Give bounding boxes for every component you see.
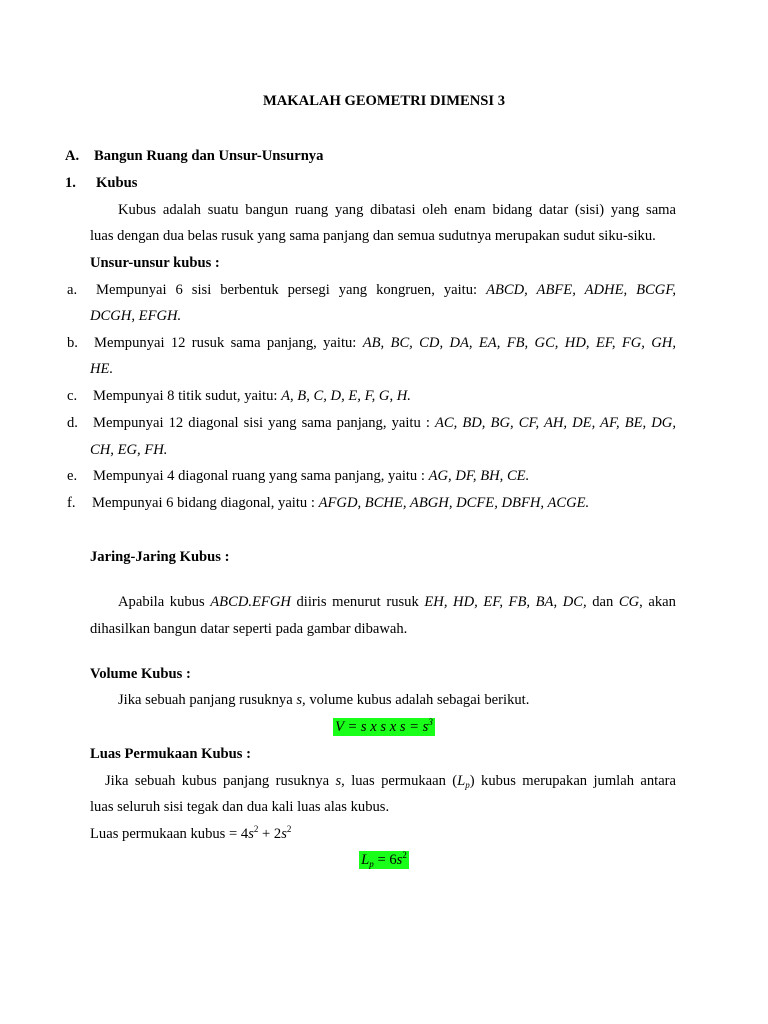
luas-line-3 <box>90 825 291 843</box>
luas-heading: Luas Permukaan Kubus : <box>90 746 251 762</box>
jaring-line-2: dihasilkan bangun datar seperti pada gambar dibawah. <box>90 621 408 637</box>
jaring-text-e: dan <box>586 594 619 610</box>
item-c-line-1 <box>93 387 411 405</box>
item-e-line-1 <box>93 467 529 485</box>
luas-eq-a: Luas permukaan kubus = 4 <box>90 826 249 842</box>
item-a-marker: a. <box>67 282 78 298</box>
intro-line-1: Kubus adalah suatu bangun ruang yang dibatasi oleh enam bidang datar (sisi) yang sama <box>118 202 676 218</box>
item-f-diagonal-planes: AFGD, BCHE, ABGH, DCFE, DBFH, ACGE. <box>318 495 590 511</box>
item-d-marker: d. <box>67 415 78 431</box>
item-f-line-1 <box>92 494 589 512</box>
item-c-vertices: A, B, C, D, E, F, G, H. <box>281 388 411 404</box>
jaring-text-a: Apabila kubus <box>118 594 211 610</box>
luas-formula-l: L <box>361 852 370 868</box>
volume-formula-text: V = s x s x s = s <box>335 719 429 735</box>
luas-eq-exp2: 2 <box>286 824 292 834</box>
jaring-cube-name: ABCD.EFGH <box>210 594 291 610</box>
item-f-text: Mempunyai 6 bidang diagonal, yaitu : <box>92 495 319 511</box>
luas-formula-subscript: p <box>369 859 374 869</box>
item-b-line-1 <box>94 334 676 352</box>
volume-heading: Volume Kubus : <box>90 666 191 682</box>
item-d-line-1 <box>93 414 676 432</box>
item-a-line-1 <box>96 281 676 299</box>
item-e-text: Mempunyai 4 diagonal ruang yang sama panjang, yaitu : <box>93 468 429 484</box>
item-d-diagonals: AC, BD, BG, CF, AH, DE, AF, BE, DG, <box>434 415 676 431</box>
luas-eq-d: + 2 <box>258 826 282 842</box>
item-c-text: Mempunyai 8 titik sudut, yaitu: <box>93 388 282 404</box>
volume-formula-row <box>0 718 768 736</box>
luas-line-2: luas seluruh sisi tegak dan dua kali luas alas kubus. <box>90 799 390 815</box>
item-c-marker: c. <box>67 388 78 404</box>
item-d-line-2: CH, EG, FH. <box>90 442 168 458</box>
volume-text-c: , volume kubus adalah sebagai berikut. <box>302 692 530 708</box>
document-title: MAKALAH GEOMETRI DIMENSI 3 <box>262 93 506 109</box>
luas-var-l: L <box>457 773 466 789</box>
jaring-text-c: diiris menurut rusuk <box>290 594 425 610</box>
luas-eq-exp1: 2 <box>253 824 259 834</box>
luas-text-c: , luas permukaan ( <box>341 773 458 789</box>
volume-formula-exponent: 3 <box>428 717 433 727</box>
luas-formula-s: s <box>396 852 403 868</box>
item-b-text: Mempunyai 12 rusuk sama panjang, yaitu: <box>94 335 363 351</box>
luas-formula-row <box>0 851 768 869</box>
jaring-edge-cg: CG <box>618 594 640 610</box>
luas-var-l-subscript: p <box>465 780 470 790</box>
luas-text-f: ) kubus merupakan jumlah antara <box>469 773 677 789</box>
item-e-space-diagonals: AG, DF, BH, CE. <box>428 468 530 484</box>
section-a-heading: Bangun Ruang dan Unsur-Unsurnya <box>94 148 324 164</box>
luas-var-s: s <box>335 773 342 789</box>
volume-formula <box>333 718 435 736</box>
intro-line-2: luas dengan dua belas rusuk yang sama panjang dan semua sudutnya merupakan sudut siku-siku. <box>90 228 656 244</box>
item-b-marker: b. <box>67 335 78 351</box>
volume-var-s: s <box>296 692 303 708</box>
item-a-line-2: DCGH, EFGH. <box>90 308 182 324</box>
item-f-marker: f. <box>67 495 76 511</box>
jaring-heading: Jaring-Jaring Kubus : <box>90 549 230 565</box>
section-a-marker: A. <box>65 148 80 164</box>
volume-text-a: Jika sebuah panjang rusuknya <box>118 692 297 708</box>
luas-formula <box>359 851 409 869</box>
unsur-heading: Unsur-unsur kubus : <box>90 255 220 271</box>
jaring-edges: EH, HD, EF, FB, BA, DC, <box>424 594 587 610</box>
luas-eq-s2: s <box>281 826 287 842</box>
item-a-faces: ABCD, ABFE, ADHE, BCGF, <box>486 282 676 298</box>
volume-line <box>118 691 529 709</box>
item-b-edges: AB, BC, CD, DA, EA, FB, GC, HD, EF, FG, GH, <box>362 335 676 351</box>
luas-formula-exponent: 2 <box>402 850 407 860</box>
item-d-text: Mempunyai 12 diagonal sisi yang sama panjang, yaitu : <box>93 415 435 431</box>
subsection-1-marker: 1. <box>65 175 76 191</box>
jaring-text-g: , akan <box>639 594 676 610</box>
item-a-text: Mempunyai 6 sisi berbentuk persegi yang kongruen, yaitu: <box>96 282 487 298</box>
subsection-1-heading: Kubus <box>96 175 138 191</box>
luas-eq-s1: s <box>248 826 254 842</box>
luas-formula-mid: = 6 <box>373 852 397 868</box>
luas-line-1 <box>105 772 676 790</box>
luas-text-a: Jika sebuah kubus panjang rusuknya <box>105 773 336 789</box>
jaring-line-1 <box>118 593 676 611</box>
item-e-marker: e. <box>67 468 78 484</box>
item-b-line-2: HE. <box>90 361 114 377</box>
